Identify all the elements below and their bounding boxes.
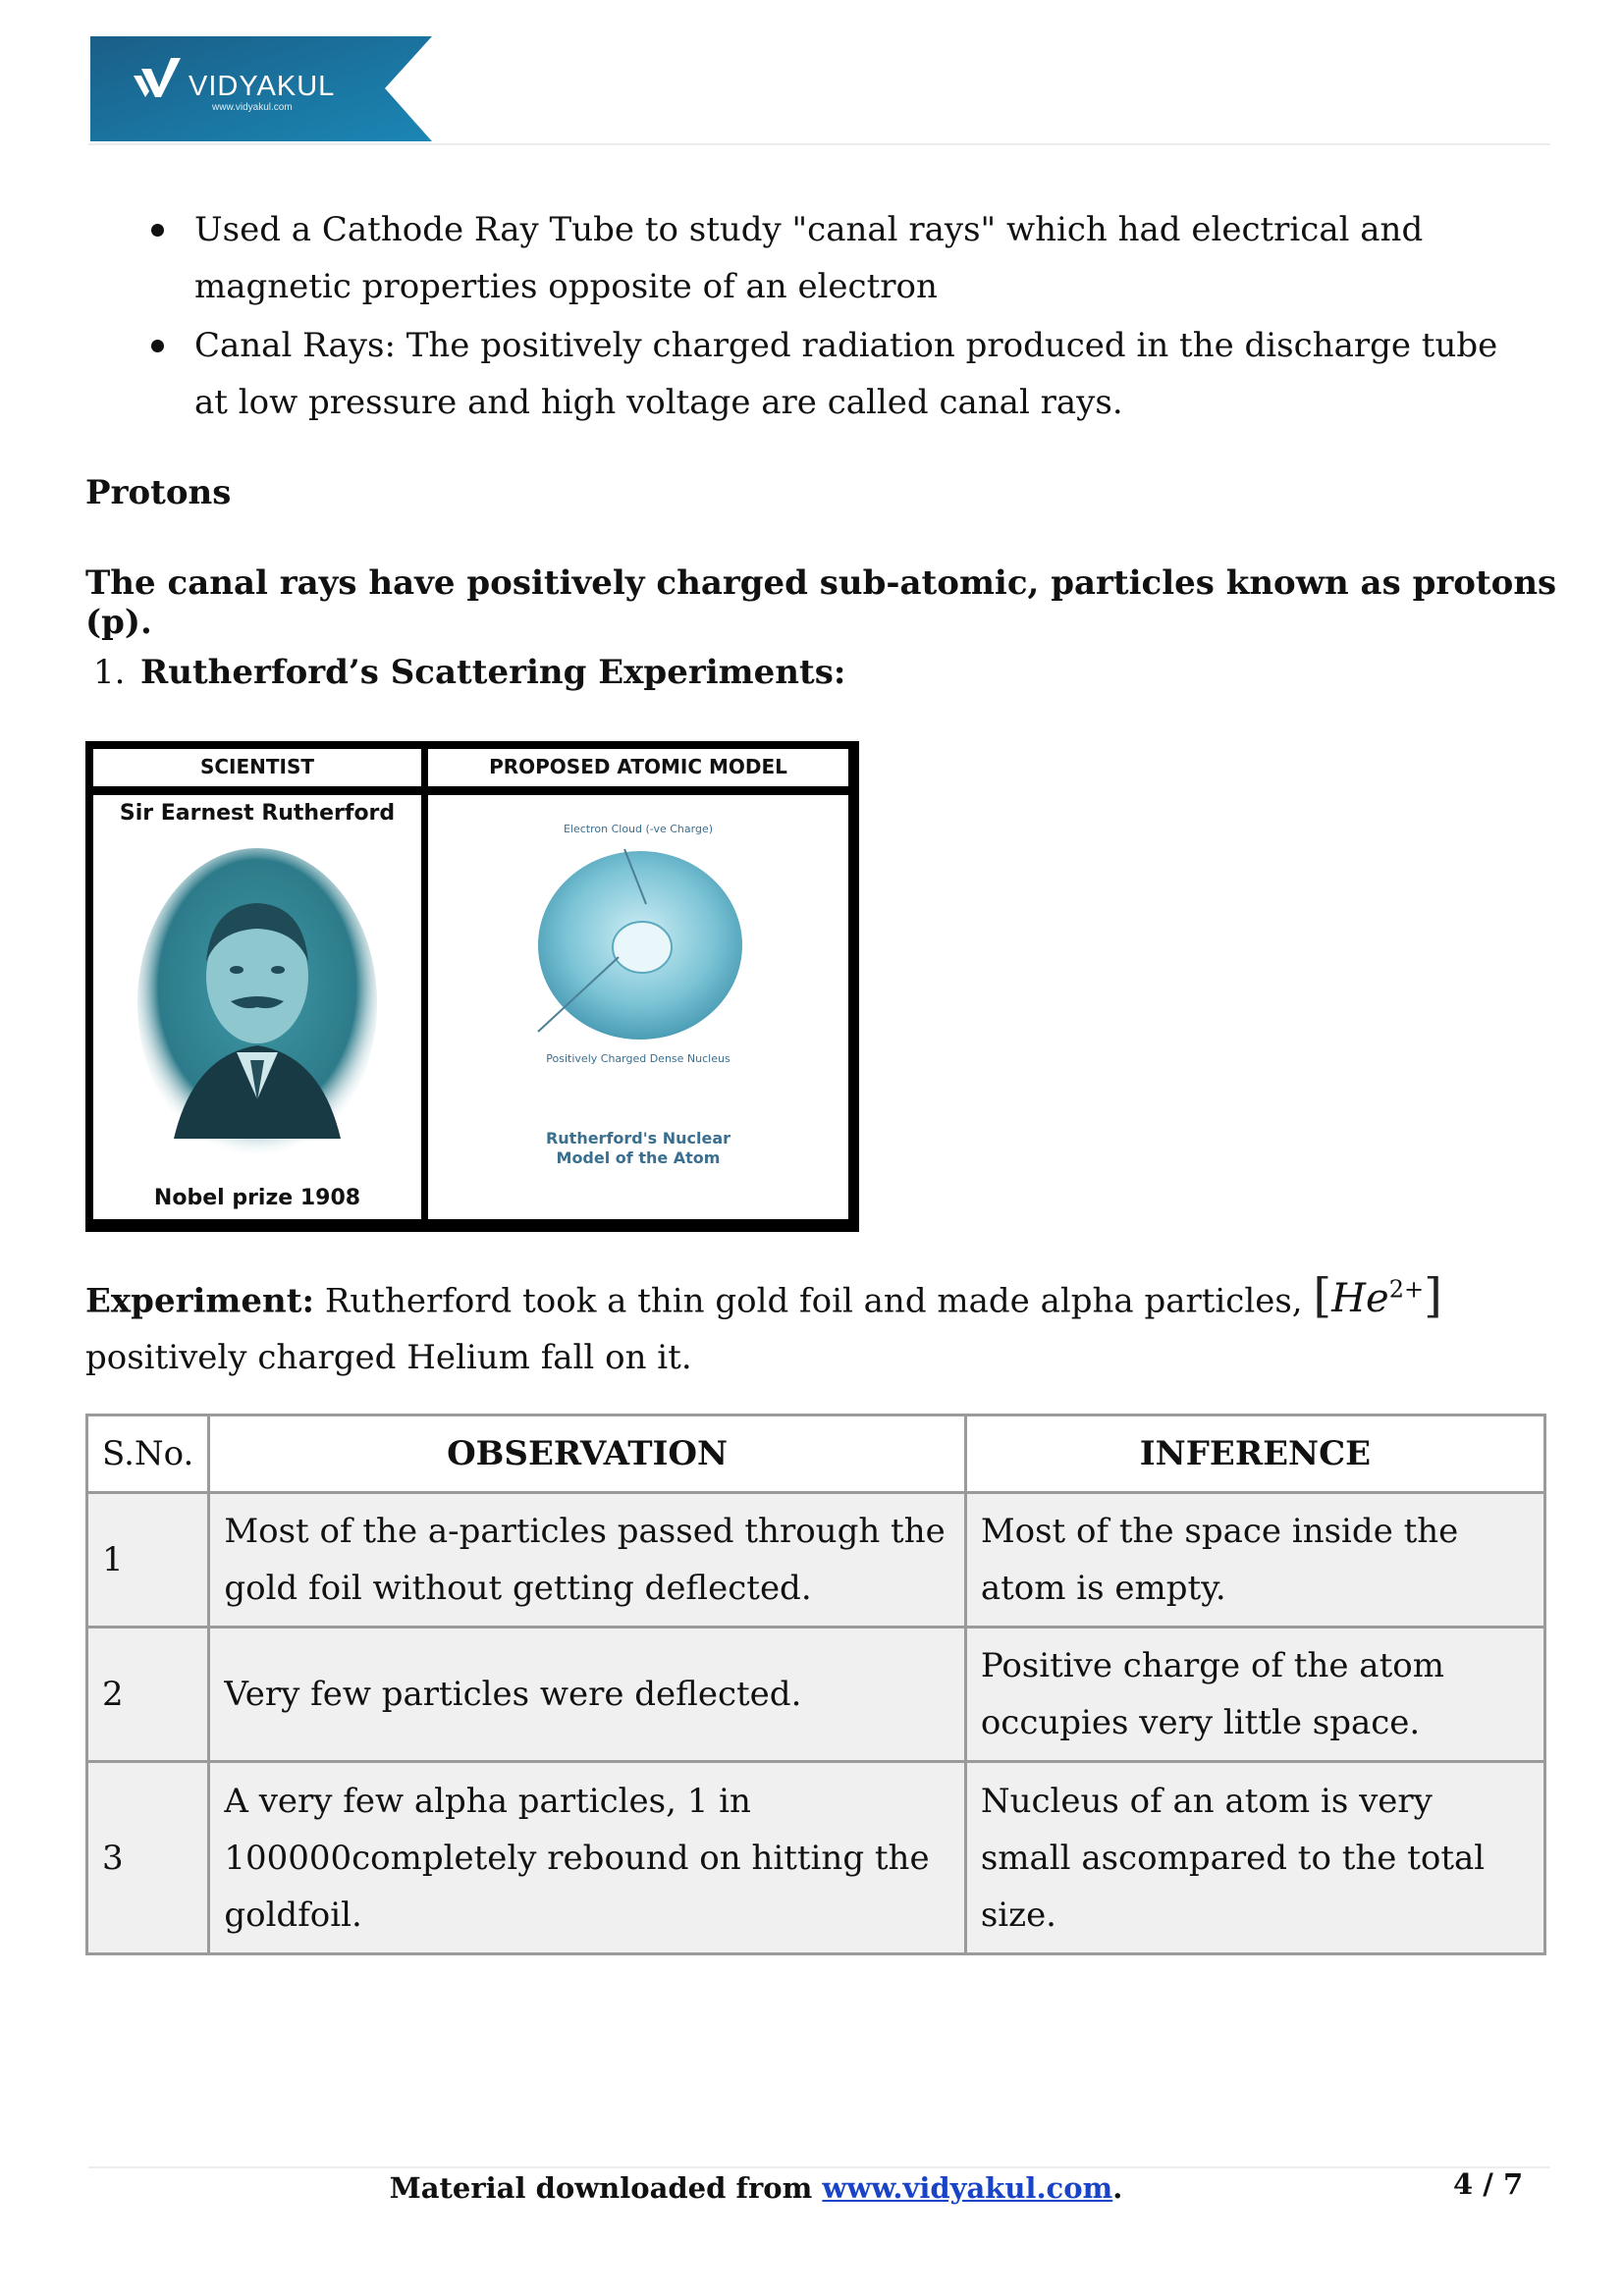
- bullet-dot-icon: [151, 340, 164, 352]
- experiment-paragraph: [85, 1261, 1539, 1386]
- figure-model-cell: [428, 795, 848, 1219]
- footer-suffix: .: [1112, 2171, 1123, 2205]
- footer-link[interactable]: www.vidyakul.com: [822, 2171, 1113, 2205]
- rutherford-figure: [85, 741, 859, 1232]
- bullet-item: [137, 317, 1532, 431]
- bullet-list: [137, 201, 1532, 433]
- helium-ion-formula: $[He^{2+}]$: [1313, 1268, 1442, 1324]
- table-row: [87, 1762, 1545, 1954]
- bullet-text: Canal Rays: The positively charged radiation produced in the discharge tube at low pressure and high voltage are called canal rays.: [194, 326, 1498, 422]
- header-observation: OBSERVATION: [209, 1415, 966, 1493]
- cell-observation: Most of the a-particles passed through the gold foil without getting deflected.: [209, 1493, 966, 1628]
- electron-cloud-label: Electron Cloud (-ve Charge): [563, 823, 714, 835]
- page-current: 4: [1453, 2167, 1474, 2201]
- header-inference: INFERENCE: [965, 1415, 1544, 1493]
- cell-inference: Most of the space inside the atom is empty.: [965, 1493, 1544, 1628]
- cell-sno: 3: [87, 1762, 209, 1954]
- experiment-text-part1: Rutherford took a thin gold foil and made alpha particles,: [314, 1281, 1314, 1321]
- logo-site: www.vidyakul.com: [212, 102, 293, 113]
- cell-inference: Nucleus of an atom is very small ascompared to the total size.: [965, 1762, 1544, 1954]
- cell-sno: 1: [87, 1493, 209, 1628]
- figure-col1-header: SCIENTIST: [199, 755, 315, 778]
- header-sno: S.No.: [87, 1415, 209, 1493]
- cell-sno: 2: [87, 1628, 209, 1762]
- model-caption-line1: Rutherford's Nuclear: [545, 1129, 731, 1148]
- scientist-name: Sir Earnest Rutherford: [119, 801, 396, 826]
- section-heading: [93, 653, 845, 692]
- nucleus-label: Positively Charged Dense Nucleus: [546, 1052, 730, 1065]
- experiment-label: Experiment:: [85, 1281, 315, 1321]
- formula-superscript: 2+: [1388, 1276, 1425, 1304]
- footer-prefix: Material downloaded from: [389, 2171, 823, 2205]
- bullet-dot-icon: [151, 224, 164, 237]
- figure-header-model: [428, 749, 848, 786]
- section-title: Rutherford’s Scattering Experiments:: [140, 653, 846, 692]
- vidyakul-logo: [90, 36, 432, 141]
- table-row: [87, 1493, 1545, 1628]
- figure-header-scientist: [93, 749, 421, 786]
- section-number: 1.: [93, 653, 126, 692]
- cell-observation: A very few alpha particles, 1 in 100000completely rebound on hitting the goldfoil.: [209, 1762, 966, 1954]
- model-caption-line2: Model of the Atom: [556, 1148, 721, 1167]
- table-row: [87, 1628, 1545, 1762]
- canal-rays-statement: The canal rays have positively charged sub-atomic, particles known as protons (p).: [85, 563, 1557, 642]
- header-divider: [88, 143, 1550, 145]
- bullet-item: [137, 201, 1532, 315]
- rutherford-portrait: [135, 844, 380, 1168]
- logo-brand: VIDYAKUL: [189, 71, 336, 102]
- cell-observation: Very few particles were deflected.: [209, 1628, 966, 1762]
- prize-caption: Nobel prize 1908: [153, 1186, 361, 1210]
- experiment-text-part2: positively charged Helium fall on it.: [85, 1338, 692, 1378]
- atomic-model-diagram: [487, 839, 782, 1045]
- formula-base: He: [1331, 1276, 1389, 1322]
- observation-table: [85, 1414, 1546, 1955]
- page-number: 4 / 7: [1453, 2167, 1524, 2201]
- bullet-text: Used a Cathode Ray Tube to study "canal rays" which had electrical and magnetic properties opposite of an electron: [194, 210, 1424, 306]
- figure-scientist-cell: [93, 795, 421, 1219]
- protons-heading: Protons: [85, 473, 232, 512]
- cell-inference: Positive charge of the atom occupies very little space.: [965, 1628, 1544, 1762]
- footer: [0, 2171, 1512, 2205]
- figure-col2-header: PROPOSED ATOMIC MODEL: [489, 755, 787, 778]
- footer-divider: [88, 2166, 1550, 2168]
- table-header-row: [87, 1415, 1545, 1493]
- page-total: 7: [1502, 2167, 1524, 2201]
